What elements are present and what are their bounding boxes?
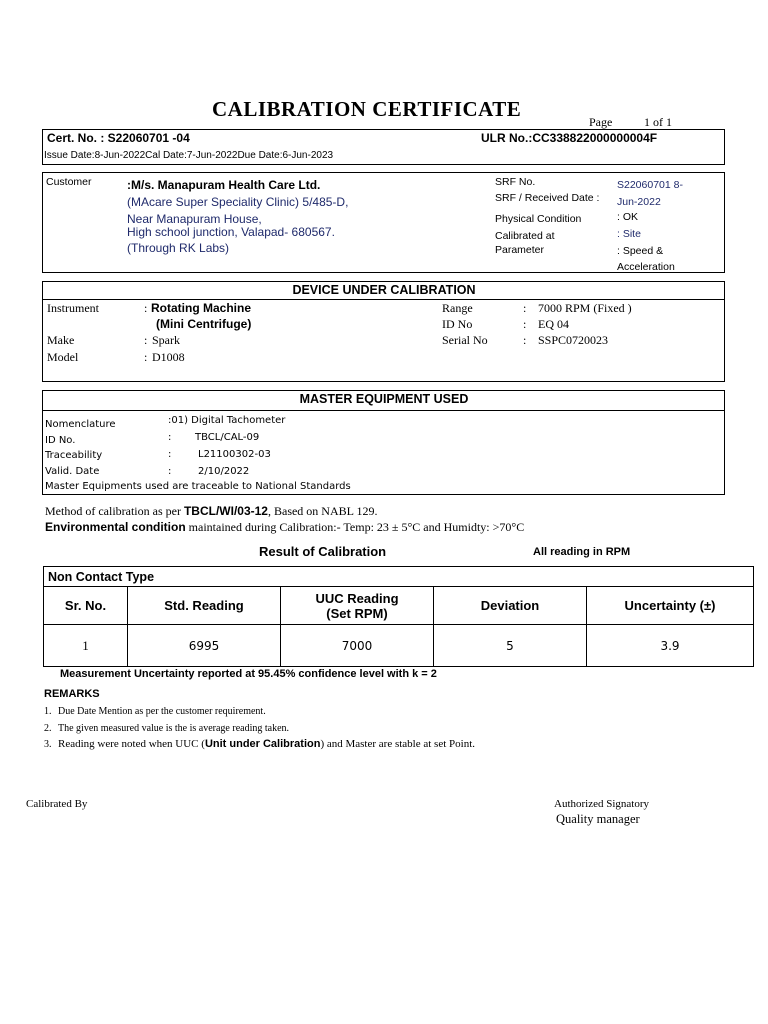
cell-uncertainty: 3.9	[587, 625, 754, 667]
traceability-label: Traceability	[45, 450, 103, 461]
table-title: Non Contact Type	[44, 567, 754, 587]
cell-deviation: 5	[434, 625, 587, 667]
remark-text-a: Reading were noted when UUC (	[58, 738, 205, 750]
srf-no-label: SRF No.	[495, 176, 536, 188]
method-line	[45, 504, 378, 519]
table-title-row	[44, 567, 754, 587]
result-table	[43, 566, 754, 667]
customer-address-line: (Through RK Labs)	[127, 241, 230, 255]
calibrated-by: Calibrated By	[26, 798, 88, 810]
col-header-uuc	[281, 587, 434, 625]
master-id-value: TBCL/CAL-09	[195, 432, 260, 443]
nomenclature-value: :01) Digital Tachometer	[168, 415, 286, 426]
colon: :	[168, 449, 172, 460]
cell-std: 6995	[128, 625, 281, 667]
make-label: Make	[47, 333, 75, 347]
authorized-signatory: Authorized Signatory	[554, 798, 650, 810]
master-id-label: ID No.	[45, 435, 76, 446]
col-header-uncertainty: Uncertainty (±)	[587, 587, 754, 625]
duc-heading: DEVICE UNDER CALIBRATION	[292, 283, 476, 297]
col-header-uuc-line2: (Set RPM)	[326, 605, 388, 621]
ulr-number: ULR No.:CC338822000000004F	[481, 131, 658, 145]
unit-note: All reading in RPM	[533, 546, 631, 558]
remark-text-c: ) and Master are stable at set Point.	[320, 738, 476, 750]
method-prefix: Method of calibration as per	[45, 504, 184, 518]
colon: :	[144, 333, 148, 347]
serial-no-label: Serial No	[442, 333, 488, 347]
customer-address-line: Near Manapuram House,	[127, 212, 262, 226]
model-label: Model	[47, 350, 79, 364]
table-header-row	[44, 587, 754, 625]
remark-text: The given measured value is the is average reading taken.	[58, 723, 290, 734]
range-label: Range	[442, 301, 473, 315]
col-header-std: Std. Reading	[128, 587, 281, 625]
cell-uuc: 7000	[281, 625, 434, 667]
colon: :	[144, 350, 148, 364]
nomenclature-label: Nomenclature	[45, 419, 116, 430]
remark-text	[58, 738, 475, 750]
work-instruction: TBCL/WI/03-12	[183, 504, 268, 518]
environment-line	[45, 520, 524, 535]
remark-text: Due Date Mention as per the customer requirement.	[58, 706, 266, 717]
result-heading: Result of Calibration	[259, 544, 387, 559]
col-header-sr: Sr. No.	[44, 587, 128, 625]
colon: :	[523, 301, 527, 315]
srf-date-value: Jun-2022	[617, 196, 661, 208]
traceability-value: L21100302-03	[198, 449, 271, 460]
colon: :	[168, 432, 172, 443]
colon: :	[523, 317, 527, 331]
signatory-role: Quality manager	[556, 812, 640, 826]
remark-text-b: Unit under Calibration	[204, 738, 321, 750]
range-value: 7000 RPM (Fixed )	[538, 301, 632, 315]
environment-label: Environmental condition	[45, 520, 186, 534]
customer-name: :M/s. Manapuram Health Care Ltd.	[127, 178, 321, 192]
parameter-value-cont: Acceleration	[617, 261, 675, 273]
valid-date-value: 2/10/2022	[198, 466, 250, 477]
cert-number: Cert. No. : S22060701 -04	[47, 131, 190, 145]
col-header-uuc-line1: UUC Reading	[315, 590, 399, 606]
id-no-label: ID No	[442, 317, 473, 331]
instrument-value-sub: (Mini Centrifuge)	[156, 317, 252, 331]
srf-no-value: S22060701 8-	[617, 179, 683, 191]
environment-text: maintained during Calibration:- Temp: 23 ± 5°C and Humidty: >70°C	[185, 520, 525, 534]
remarks-heading: REMARKS	[44, 688, 100, 700]
colon: :	[144, 301, 148, 315]
remark-number: 2.	[44, 723, 52, 734]
colon: :	[168, 466, 172, 477]
parameter-label: Parameter	[495, 244, 545, 256]
instrument-value: Rotating Machine	[151, 301, 252, 315]
master-heading: MASTER EQUIPMENT USED	[299, 392, 469, 406]
colon: :	[523, 333, 527, 347]
page-number: 1 of 1	[644, 115, 672, 129]
master-traceability-note: Master Equipments used are traceable to National Standards	[45, 481, 351, 492]
calibrated-at-value: : Site	[617, 228, 641, 240]
customer-label: Customer	[46, 176, 92, 188]
physical-condition-value: : OK	[617, 211, 639, 223]
page-label: Page	[589, 115, 613, 129]
calibrated-at-label: Calibrated at	[495, 230, 555, 242]
uncertainty-note: Measurement Uncertainty reported at 95.45% confidence level with k = 2	[60, 668, 437, 680]
serial-no-value: SSPC0720023	[538, 333, 609, 347]
col-header-deviation: Deviation	[434, 587, 587, 625]
make-value: Spark	[152, 333, 180, 347]
instrument-label: Instrument	[47, 301, 99, 315]
page-title: CALIBRATION CERTIFICATE	[212, 97, 522, 121]
id-no-value: EQ 04	[538, 317, 569, 331]
valid-date-label: Valid. Date	[45, 466, 100, 477]
srf-date-label: SRF / Received Date :	[495, 192, 600, 204]
model-value: D1008	[152, 350, 185, 364]
cert-dates: Issue Date:8-Jun-2022Cal Date:7-Jun-2022Due Date:6-Jun-2023	[44, 150, 334, 161]
method-suffix: , Based on NABL 129.	[267, 504, 378, 518]
customer-address-line: High school junction, Valapad- 680567.	[127, 225, 335, 239]
remark-number: 3.	[44, 739, 52, 750]
physical-condition-label: Physical Condition	[495, 213, 582, 225]
remark-number: 1.	[44, 706, 52, 717]
cell-sr: 1	[44, 625, 128, 667]
customer-address-line: (MAcare Super Speciality Clinic) 5/485-D,	[127, 195, 349, 209]
table-row	[44, 625, 754, 667]
parameter-value: : Speed &	[617, 245, 664, 257]
